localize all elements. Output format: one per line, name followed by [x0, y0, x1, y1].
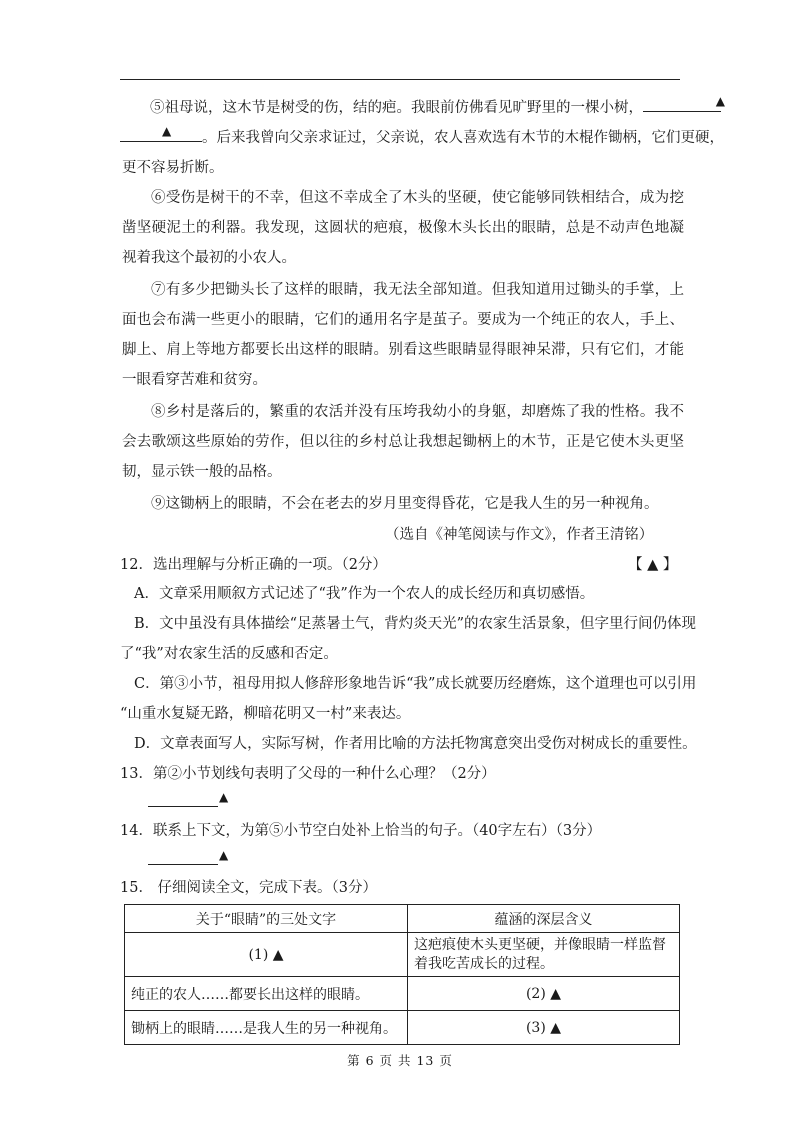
paragraph-5-line-3	[122, 153, 224, 183]
q12-answer-bracket: 【 ▲ 】	[628, 557, 678, 573]
table-header-row	[125, 905, 680, 933]
q13-answer-line[interactable]	[148, 806, 218, 807]
table-cell-answer[interactable]: (1) ▲	[125, 933, 408, 977]
paragraph-5-text-c: 更不容易折断。	[122, 160, 224, 176]
table-row	[125, 1011, 680, 1045]
q15-table	[124, 904, 680, 1045]
paragraph-5-text-b: 。后来我曾向父亲求证过，父亲说，农人喜欢选有木节的木棍作锄柄，它们更硬，	[202, 130, 724, 146]
q14-answer-placeholder-icon: ▲	[219, 848, 229, 862]
blank-5a	[643, 94, 725, 112]
blank-5b	[120, 125, 202, 142]
header-rule	[120, 79, 680, 80]
q12-option-b-line2: 了“我”对农家生活的反感和否定。	[120, 646, 338, 662]
q12-option-c-line2: “山重水复疑无路，柳暗花明又一村”来表达。	[120, 706, 411, 722]
q15-stem: 15． 仔细阅读全文，完成下表。（3分）	[120, 880, 378, 896]
q12-option-d[interactable]: D．文章表面写人，实际写树，作者用比喻的方法托物寓意突出受伤对树成长的重要性。	[134, 736, 697, 752]
table-header-cell: 关于“眼睛”的三处文字	[125, 905, 408, 933]
paragraph-5-line-1	[150, 93, 725, 123]
q12-option-b-line1[interactable]: B．文中虽没有具体描绘“足蒸暑土气，背灼炎天光”的农家生活景象，但字里行间仍体现	[134, 616, 696, 632]
q12-stem: 12．选出理解与分析正确的一项。（2分）	[120, 557, 387, 573]
q13-answer-placeholder-icon: ▲	[219, 790, 229, 804]
table-cell: 锄柄上的眼睛……是我人生的另一种视角。	[125, 1011, 408, 1045]
answer-placeholder-icon: ▲	[715, 94, 725, 108]
q13-stem: 13．第②小节划线句表明了父母的一种什么心理？（2分）	[120, 766, 496, 782]
table-cell-answer[interactable]: (3) ▲	[408, 1011, 680, 1045]
table-cell: 这疤痕使木头更坚硬，并像眼睛一样监督着我吃苦成长的过程。	[408, 933, 680, 977]
q12-option-c-line1[interactable]: C．第③小节，祖母用拟人修辞形象地告诉“我”成长就要历经磨炼，这个道理也可以引用	[134, 676, 697, 692]
table-row	[125, 977, 680, 1011]
paragraph-5-line-2	[120, 123, 724, 153]
table-header-cell: 蕴涵的深层含义	[408, 905, 680, 933]
page-footer: 第 6 页 共 13 页	[347, 1053, 453, 1068]
source-citation: （选自《神笔阅读与作文》，作者王清铭）	[385, 527, 654, 543]
table-cell-answer[interactable]: (2) ▲	[408, 977, 680, 1011]
q14-stem: 14．联系上下文，为第⑤小节空白处补上恰当的句子。（40字左右）（3分）	[120, 823, 602, 839]
paragraph-5-text-a: ⑤祖母说，这木节是树受的伤，结的疤。我眼前仿佛看见旷野里的一棵小树，	[150, 100, 643, 116]
paragraph-7: ⑦有多少把锄头长了这样的眼睛，我无法全部知道。但我知道用过锄头的手掌，上面也会布满一些更小的眼睛，它们的通用名字是茧子。要成为一个纯正的农人，手上、脚上、肩上等地方都要长出这样的眼睛。别看这些眼睛显得眼神呆滞，只有它们，才能一眼看穿苦难和贫穷。	[122, 282, 684, 388]
paragraph-8: ⑧乡村是落后的，繁重的农活并没有压垮我幼小的身躯，却磨炼了我的性格。我不会去歌颂这些原始的劳作，但以往的乡村总让我想起锄柄上的木节，正是它使木头更坚韧，显示铁一般的品格。	[122, 404, 684, 480]
paragraph-6: ⑥受伤是树干的不幸，但这不幸成全了木头的坚硬，使它能够同铁相结合，成为挖凿坚硬泥土的利器。我发现，这圆状的疤痕，极像木头长出的眼睛，总是不动声色地凝视着我这个最初的小农人。	[122, 190, 684, 266]
table-row	[125, 933, 680, 977]
q14-answer-line[interactable]	[148, 864, 218, 865]
paragraph-9: ⑨这锄柄上的眼睛，不会在老去的岁月里变得昏花，它是我人生的另一种视角。	[151, 496, 659, 512]
q12-option-a[interactable]: A．文章采用顺叙方式记述了“我”作为一个农人的成长经历和真切感悟。	[134, 586, 595, 602]
table-cell: 纯正的农人……都要长出这样的眼睛。	[125, 977, 408, 1011]
answer-placeholder-icon: ▲	[162, 124, 172, 138]
